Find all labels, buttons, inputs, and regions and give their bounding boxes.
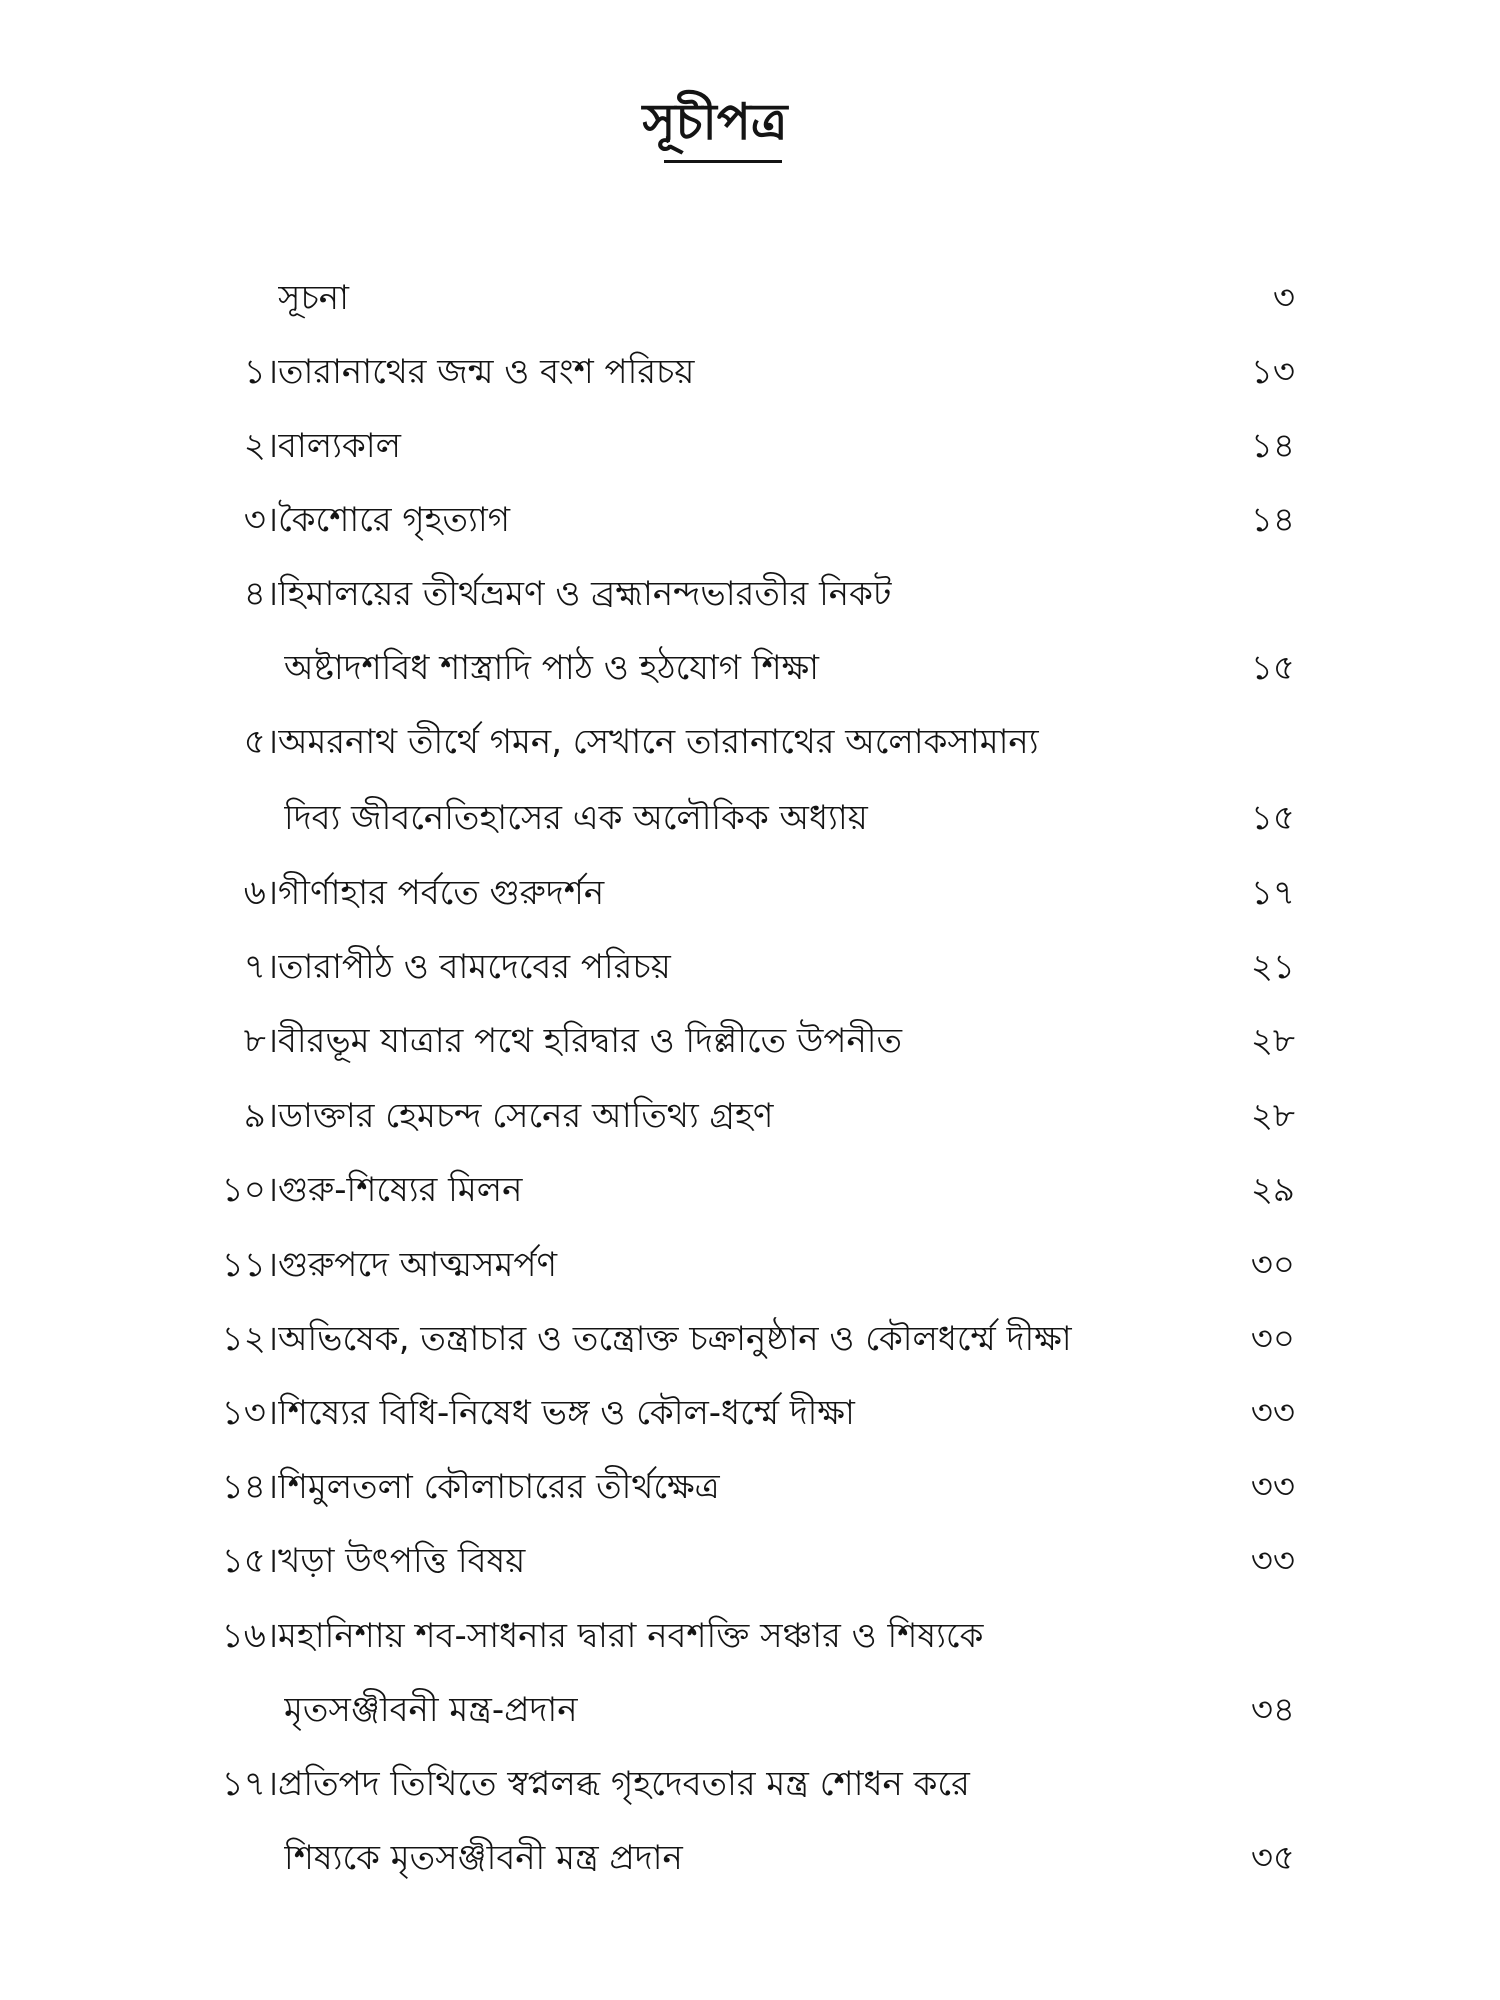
- toc-entry-continuation: [0, 1685, 1500, 1735]
- toc-entry-number: ১৪।: [221, 1467, 278, 1507]
- toc-entry-title: প্রতিপদ তিথিতে স্বপ্নলব্ধ গৃহদেবতার মন্ত্র শোধন করে: [278, 1764, 970, 1804]
- toc-entry-page-number: ৩৪: [1250, 1690, 1295, 1730]
- toc-entry: [0, 347, 1500, 397]
- toc-entry-number: ২।: [243, 426, 278, 466]
- toc-entry: [0, 1462, 1500, 1512]
- toc-entry-title: গুরুপদে আত্মসমর্পণ: [278, 1245, 558, 1285]
- toc-entry-title: কৈশোরে গৃহত্যাগ: [278, 500, 511, 540]
- toc-entry-page-number: ১৭: [1250, 873, 1295, 913]
- toc-entry: [0, 1016, 1500, 1066]
- toc-entry-page-number: ৩: [1272, 278, 1295, 318]
- toc-entry-title: মৃতসঞ্জীবনী মন্ত্র-প্রদান: [284, 1690, 578, 1730]
- toc-entry-number: ১৫।: [221, 1541, 278, 1581]
- toc-entry-number: ৪।: [243, 574, 278, 614]
- toc-entry: [0, 1759, 1500, 1809]
- toc-entry-number: ৬।: [243, 873, 278, 913]
- toc-entry-title: তারাপীঠ ও বামদেবের পরিচয়: [278, 947, 671, 987]
- toc-entry-title: তারানাথের জন্ম ও বংশ পরিচয়: [278, 352, 695, 392]
- toc-entry-title: খড়া উৎপত্তি বিষয়: [278, 1541, 526, 1581]
- toc-entry-page-number: ২৯: [1250, 1170, 1295, 1210]
- toc-entry-page-number: ৩০: [1250, 1319, 1295, 1359]
- toc-entry-continuation: [0, 793, 1500, 843]
- toc-entry: [0, 1240, 1500, 1290]
- page-title: সূচীপত্র: [642, 93, 788, 151]
- toc-entry: [0, 717, 1500, 767]
- toc-entry-title: মহানিশায় শব-সাধনার দ্বারা নবশক্তি সঞ্চার ও শিষ্যকে: [278, 1616, 984, 1656]
- toc-entry-title: অমরনাথ তীর্থে গমন, সেখানে তারানাথের অলোকসামান্য: [278, 722, 1039, 762]
- toc-entry-page-number: ২১: [1250, 947, 1295, 987]
- toc-entry-number: ৩।: [243, 500, 278, 540]
- toc-entry-title: শিমুলতলা কৌলাচারের তীর্থক্ষেত্র: [278, 1467, 720, 1507]
- toc-entry-page-number: ১৫: [1250, 648, 1295, 688]
- toc-entry-title: অভিষেক, তন্ত্রাচার ও তন্ত্রোক্ত চক্রানুষ্ঠান ও কৌলধর্ম্মে দীক্ষা: [278, 1319, 1072, 1359]
- toc-entry: [0, 421, 1500, 471]
- toc-entry: [0, 1314, 1500, 1364]
- toc-entry-page-number: ২৮: [1250, 1021, 1295, 1061]
- toc-entry: [0, 273, 1500, 323]
- toc-entry: [0, 1611, 1500, 1661]
- toc-entry: [0, 1091, 1500, 1141]
- toc-entry-number: ১২।: [221, 1319, 278, 1359]
- toc-entry: [0, 868, 1500, 918]
- toc-entry-number: ১৬।: [221, 1616, 278, 1656]
- toc-entry-title: গুরু-শিষ্যের মিলন: [278, 1170, 523, 1210]
- toc-entry-title: শিষ্যকে মৃতসঞ্জীবনী মন্ত্র প্রদান: [284, 1838, 683, 1878]
- toc-entry-page-number: ১৫: [1250, 798, 1295, 838]
- toc-entry-continuation: [0, 643, 1500, 693]
- toc-entry: [0, 942, 1500, 992]
- toc-entry: [0, 1388, 1500, 1438]
- toc-entry-page-number: ৩৫: [1250, 1838, 1295, 1878]
- toc-entry-number: ১।: [243, 352, 278, 392]
- toc-entry-number: ৭।: [243, 947, 278, 987]
- toc-entry-page-number: ১৩: [1250, 352, 1295, 392]
- toc-entry-title: শিষ্যের বিধি-নিষেধ ভঙ্গ ও কৌল-ধর্ম্মে দীক্ষা: [278, 1393, 855, 1433]
- toc-entry-title: হিমালয়ের তীর্থভ্রমণ ও ব্রহ্মানন্দভারতীর নিকট: [278, 574, 892, 614]
- toc-entry-continuation: [0, 1833, 1500, 1883]
- toc-entry-number: ৫।: [243, 722, 278, 762]
- toc-entry-page-number: ৩৩: [1250, 1393, 1295, 1433]
- toc-entry: [0, 495, 1500, 545]
- toc-entry-number: ৯।: [243, 1096, 278, 1136]
- toc-entry-number: ১৭।: [221, 1764, 278, 1804]
- toc-entry-title: ডাক্তার হেমচন্দ সেনের আতিথ্য গ্রহণ: [278, 1096, 774, 1136]
- toc-entry-title: দিব্য জীবনেতিহাসের এক অলৌকিক অধ্যায়: [284, 798, 868, 838]
- toc-entry-title: গীর্ণাহার পর্বতে গুরুদর্শন: [278, 873, 605, 913]
- toc-entry-title: অষ্টাদশবিধ শাস্ত্রাদি পাঠ ও হঠযোগ শিক্ষা: [284, 648, 820, 688]
- toc-entry-page-number: ২৮: [1250, 1096, 1295, 1136]
- toc-entry: [0, 1536, 1500, 1586]
- toc-entry-number: ১১।: [221, 1245, 278, 1285]
- toc-entry: [0, 569, 1500, 619]
- toc-entry-page-number: ১৪: [1250, 500, 1295, 540]
- toc-entry-page-number: ১৪: [1250, 426, 1295, 466]
- toc-entry-number: ১৩।: [221, 1393, 278, 1433]
- toc-entry-page-number: ৩৩: [1250, 1541, 1295, 1581]
- toc-entry-page-number: ৩৩: [1250, 1467, 1295, 1507]
- toc-entry-title: সূচনা: [278, 278, 349, 318]
- toc-entry-page-number: ৩০: [1250, 1245, 1295, 1285]
- toc-entry-title: বীরভূম যাত্রার পথে হরিদ্বার ও দিল্লীতে উপনীত: [278, 1021, 903, 1061]
- toc-entry: [0, 1165, 1500, 1215]
- toc-entry-number: ৮।: [243, 1021, 278, 1061]
- toc-entry-title: বাল্যকাল: [278, 426, 401, 466]
- toc-entry-number: ১০।: [221, 1170, 278, 1210]
